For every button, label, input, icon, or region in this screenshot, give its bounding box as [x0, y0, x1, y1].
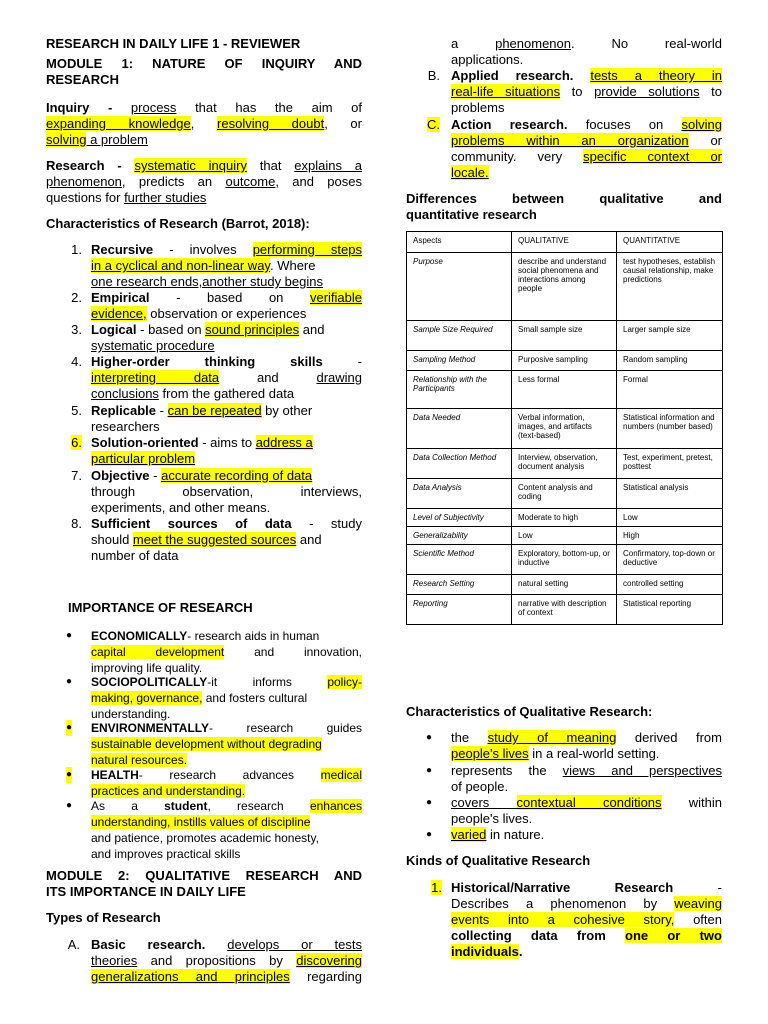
document-title: RESEARCH IN DAILY LIFE 1 - REVIEWER	[46, 36, 301, 51]
bullet-icon: ●	[426, 829, 433, 840]
bullet-icon-highlighted: ●	[66, 767, 72, 783]
inquiry-line1: Inquiry - process that has the aim of	[46, 100, 362, 115]
list-letter: B.	[427, 68, 440, 83]
bullet-icon-highlighted: ●	[66, 720, 72, 736]
table-row: Scientific Method Exploratory, bottom-up, or inductive Confirmatory, top-down or deductive	[407, 545, 723, 575]
module1-heading-line2: RESEARCH	[46, 72, 119, 87]
table-header: QUANTITATIVE	[617, 232, 723, 253]
list-letter: A.	[67, 937, 80, 952]
characteristics-heading: Characteristics of Research (Barrot, 2018):	[46, 216, 310, 231]
table-row: Relationship with the Participants Less formal Formal	[407, 371, 723, 409]
inquiry-line3: solving a problem	[46, 132, 148, 147]
bullet-icon: ●	[66, 800, 73, 811]
list-number: 2.	[71, 290, 82, 305]
table-row: Reporting narrative with description of context Statistical reporting	[407, 595, 723, 625]
table-row: Generalizability Low High	[407, 527, 723, 545]
table-row: Sample Size Required Small sample size Larger sample size	[407, 321, 723, 351]
qualitative-characteristics-heading: Characteristics of Qualitative Research:	[406, 704, 653, 719]
importance-heading: IMPORTANCE OF RESEARCH	[68, 600, 253, 615]
table-row: Sampling Method Purposive sampling Random sampling	[407, 351, 723, 371]
list-letter-highlighted: C.	[427, 117, 440, 132]
list-number-highlighted: 1.	[431, 880, 442, 895]
bullet-icon: ●	[426, 765, 433, 776]
types-heading: Types of Research	[46, 910, 161, 925]
table-header: Aspects	[407, 232, 512, 253]
differences-heading-line2: quantitative research	[406, 207, 537, 222]
list-number-highlighted: 6.	[71, 435, 82, 450]
list-number: 7.	[71, 468, 82, 483]
comparison-table	[406, 231, 723, 625]
table-row: Purpose describe and understand social phenomena and interactions among people test hypotheses, establish causal relationship, make predictions	[407, 253, 723, 321]
table-row: Data Needed Verbal information, images, and artifacts (text-based) Statistical information and numbers (number based)	[407, 409, 723, 449]
table-header-row	[407, 232, 723, 253]
differences-heading-line1: Differences between qualitative and	[406, 191, 722, 206]
module2-heading-line2: ITS IMPORTANCE IN DAILY LIFE	[46, 884, 246, 899]
bullet-icon: ●	[66, 676, 73, 687]
bullet-icon: ●	[426, 732, 433, 743]
research-def-line1: Research - systematic inquiry that explains a	[46, 158, 362, 173]
list-number: 4.	[71, 354, 82, 369]
research-def-line3: questions for further studies	[46, 190, 207, 205]
table-header: QUALITATIVE	[512, 232, 617, 253]
list-number: 1.	[71, 242, 82, 257]
research-def-line2: phenomenon, predicts an outcome, and poses	[46, 174, 362, 189]
bullet-icon: ●	[66, 630, 73, 641]
list-number: 8.	[71, 516, 82, 531]
table-row: Data Analysis Content analysis and coding Statistical analysis	[407, 479, 723, 509]
list-number: 5.	[71, 403, 82, 418]
module2-heading-line1: MODULE 2: QUALITATIVE RESEARCH AND	[46, 868, 362, 883]
module1-heading-line1: MODULE 1: NATURE OF INQUIRY AND	[46, 56, 362, 71]
bullet-icon: ●	[426, 797, 433, 808]
table-row: Data Collection Method Interview, observation, document analysis Test, experiment, pretest, posttest	[407, 449, 723, 479]
kinds-heading: Kinds of Qualitative Research	[406, 853, 591, 868]
list-number: 3.	[71, 322, 82, 337]
table-row: Level of Subjectivity Moderate to high Low	[407, 509, 723, 527]
table-row: Research Setting natural setting controlled setting	[407, 575, 723, 595]
inquiry-line2: expanding knowledge, resolving doubt, or	[46, 116, 362, 131]
